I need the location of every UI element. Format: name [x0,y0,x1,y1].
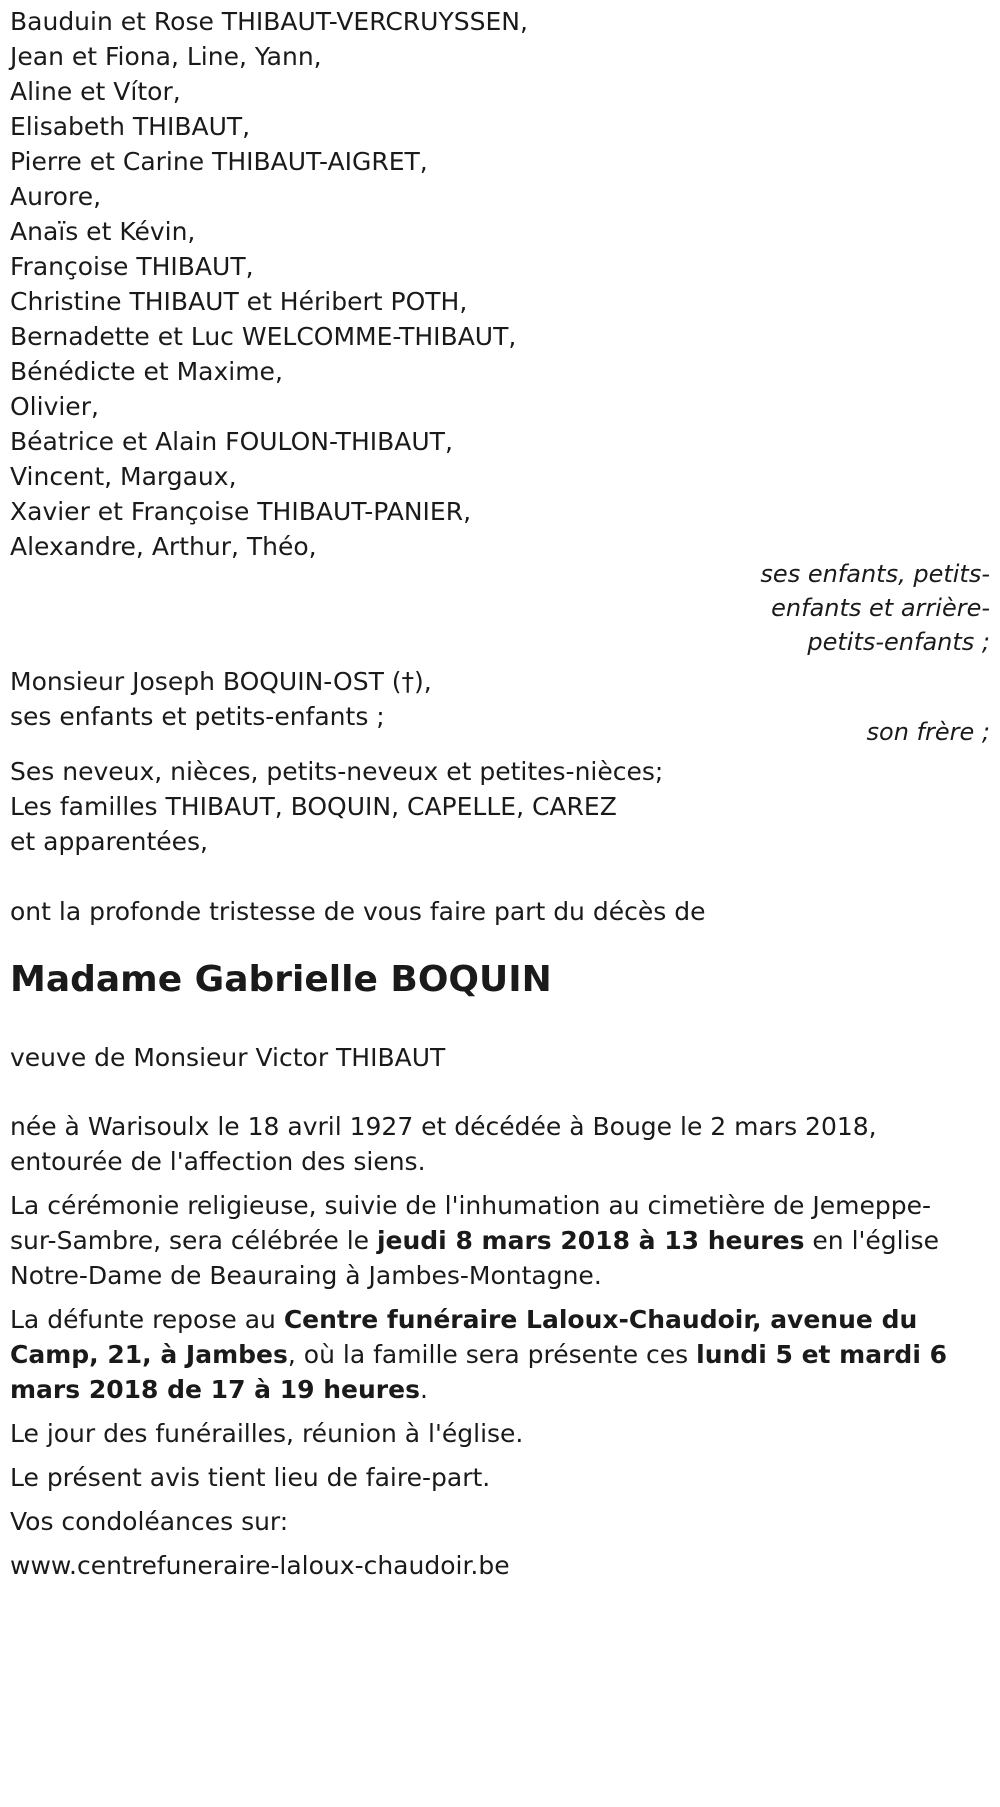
family-line: Christine THIBAUT et Héribert POTH, [10,287,468,316]
family-line: Xavier et Françoise THIBAUT-PANIER, [10,497,472,526]
brother-family: ses enfants et petits-enfants ; [10,702,385,731]
repose-dates: lundi 5 et mardi 6 [696,1340,947,1369]
repose-place: Centre funéraire Laloux-Chaudoir, avenue du [283,1305,918,1334]
website-link[interactable]: www.centrefuneraire-laloux-chaudoir.be [10,1551,510,1580]
ceremony-line: La cérémonie religieuse, suivie de l'inhumation au cimetière de Jemeppe- [10,1191,931,1220]
repose-text: . [419,1375,428,1404]
family-line: Jean et Fiona, Line, Yann, [10,42,322,71]
family-line: Vincent, Margaux, [10,462,237,491]
ceremony-text: en l'église [804,1226,939,1255]
notice: Le présent avis tient lieu de faire-part. [10,1463,491,1492]
brother-name: Monsieur Joseph BOQUIN-OST (†), [10,667,432,696]
funeral-day: Le jour des funérailles, réunion à l'église. [10,1419,524,1448]
family-line: Béatrice et Alain FOULON-THIBAUT, [10,427,453,456]
role-line: petits-enfants ; [807,628,990,656]
role-line: enfants et arrière- [771,594,990,622]
birth-death-line: entourée de l'affection des siens. [10,1147,426,1176]
repose-dates: mars 2018 de 17 à 19 heures [10,1375,420,1404]
repose-place: Camp, 21, à Jambes [10,1340,288,1369]
repose-line [10,1300,917,1340]
extended-family-line: et apparentées, [10,827,208,856]
extended-family-line: Les familles THIBAUT, BOQUIN, CAPELLE, CAREZ [10,792,617,821]
family-line: Olivier, [10,392,99,421]
repose-line [10,1335,947,1375]
ceremony-line [10,1221,939,1261]
family-line: Françoise THIBAUT, [10,252,254,281]
family-line: Alexandre, Arthur, Théo, [10,532,317,561]
repose-text: , où la famille sera présente ces [287,1340,697,1369]
family-line: Bauduin et Rose THIBAUT-VERCRUYSSEN, [10,7,528,36]
ceremony-line: Notre-Dame de Beauraing à Jambes-Montagne. [10,1261,602,1290]
widow-of: veuve de Monsieur Victor THIBAUT [10,1043,446,1072]
condolences-label: Vos condoléances sur: [10,1507,289,1536]
repose-text: La défunte repose au [10,1305,284,1334]
role-line: ses enfants, petits- [760,560,990,588]
deceased-name: Madame Gabrielle BOQUIN [10,959,552,1000]
repose-line [10,1370,428,1410]
birth-death-line: née à Warisoulx le 18 avril 1927 et décédée à Bouge le 2 mars 2018, [10,1112,877,1141]
family-line: Anaïs et Kévin, [10,217,196,246]
family-line: Aline et Vítor, [10,77,181,106]
family-line: Bénédicte et Maxime, [10,357,283,386]
family-line: Bernadette et Luc WELCOMME-THIBAUT, [10,322,517,351]
ceremony-date: jeudi 8 mars 2018 à 13 heures [376,1226,805,1255]
brother-role: son frère ; [866,718,990,746]
ceremony-text: sur-Sambre, sera célébrée le [10,1226,377,1255]
announcement: ont la profonde tristesse de vous faire part du décès de [10,897,706,926]
extended-family-line: Ses neveux, nièces, petits-neveux et petites-nièces; [10,757,664,786]
family-line: Aurore, [10,182,102,211]
family-line: Elisabeth THIBAUT, [10,112,251,141]
family-line: Pierre et Carine THIBAUT-AIGRET, [10,147,428,176]
